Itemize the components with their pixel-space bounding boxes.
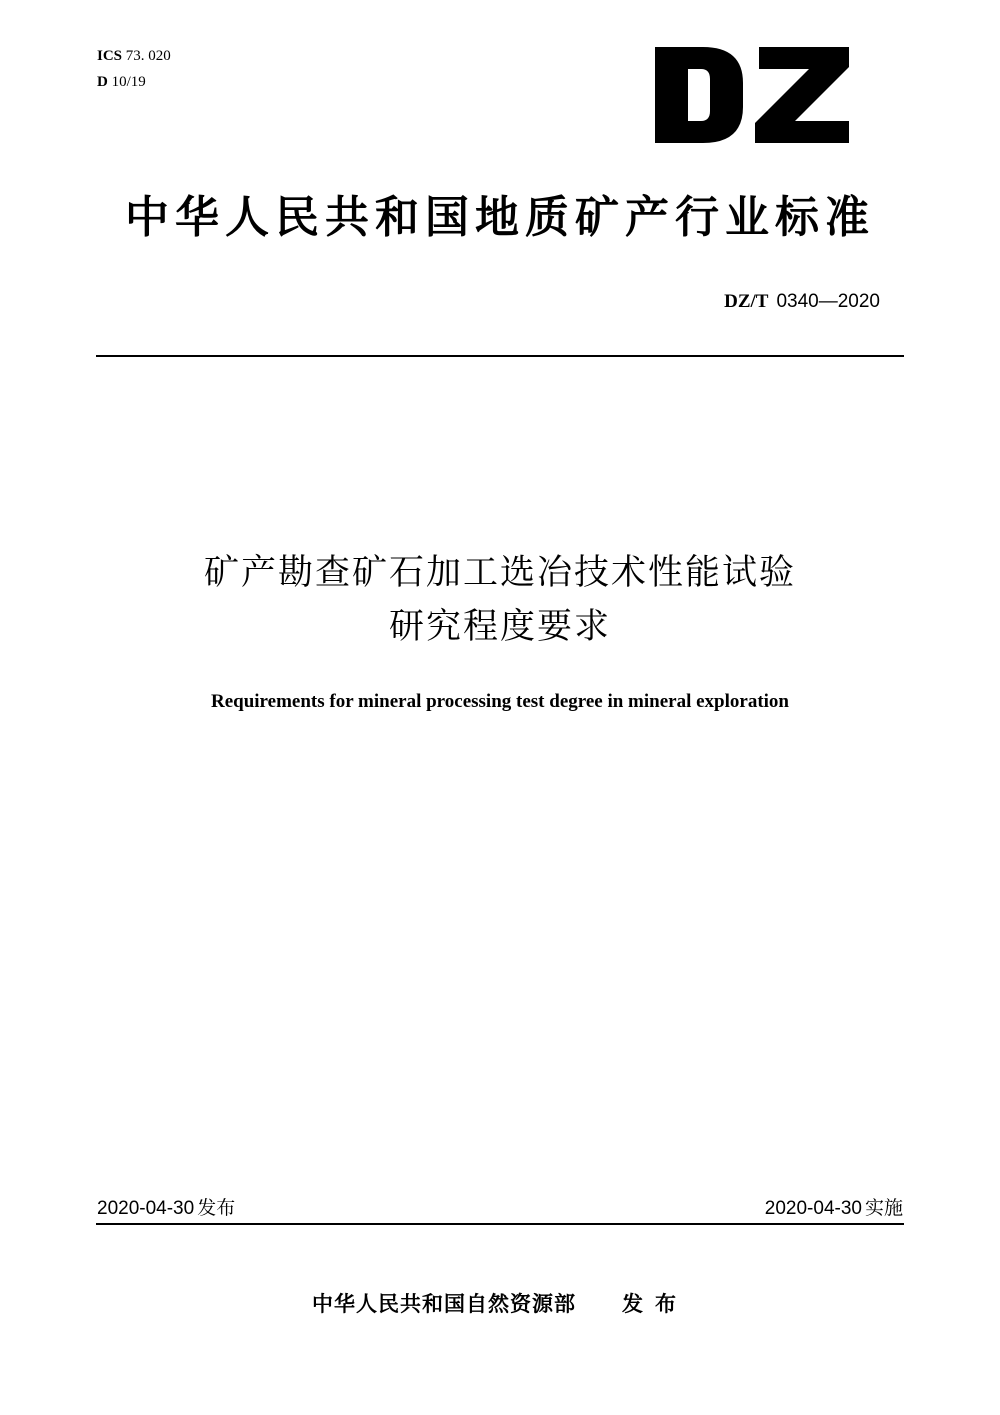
dz-logo bbox=[655, 47, 849, 143]
ics-classification bbox=[97, 47, 171, 65]
ccs-code: 10/19 bbox=[111, 74, 146, 90]
issuer-name: 中华人民共和国自然资源部 bbox=[312, 1292, 576, 1316]
standard-number bbox=[724, 289, 880, 314]
standard-number-value: 0340—2020 bbox=[776, 291, 880, 312]
chinese-title-line-2: 研究程度要求 bbox=[388, 607, 611, 647]
implementation-date bbox=[765, 1196, 903, 1221]
standard-category-title: 中华人民共和国地质矿产行业标准 bbox=[125, 192, 875, 243]
chinese-title-line-1: 矿产勘查矿石加工选冶技术性能试验 bbox=[203, 553, 796, 593]
issue-date-label: 发布 bbox=[197, 1197, 236, 1219]
issue-date bbox=[97, 1196, 235, 1221]
dz-logo-letter-d bbox=[655, 47, 743, 143]
implementation-date-value: 2020-04-30 bbox=[764, 1198, 862, 1219]
top-divider bbox=[96, 355, 904, 357]
ccs-classification bbox=[97, 73, 146, 91]
implementation-date-label: 实施 bbox=[864, 1197, 903, 1219]
issuer-action: 发布 bbox=[622, 1292, 688, 1316]
standard-number-prefix: DZ/T bbox=[724, 291, 769, 312]
english-title: Requirements for mineral processing test degree in mineral exploration bbox=[210, 691, 789, 712]
ics-code: 73. 020 bbox=[125, 48, 171, 64]
ccs-label: D bbox=[97, 74, 108, 90]
dz-logo-letter-z bbox=[755, 47, 849, 143]
issuer bbox=[0, 1290, 1000, 1318]
ics-label: ICS bbox=[97, 48, 123, 64]
issue-date-value: 2020-04-30 bbox=[97, 1198, 195, 1219]
bottom-divider bbox=[96, 1223, 904, 1225]
